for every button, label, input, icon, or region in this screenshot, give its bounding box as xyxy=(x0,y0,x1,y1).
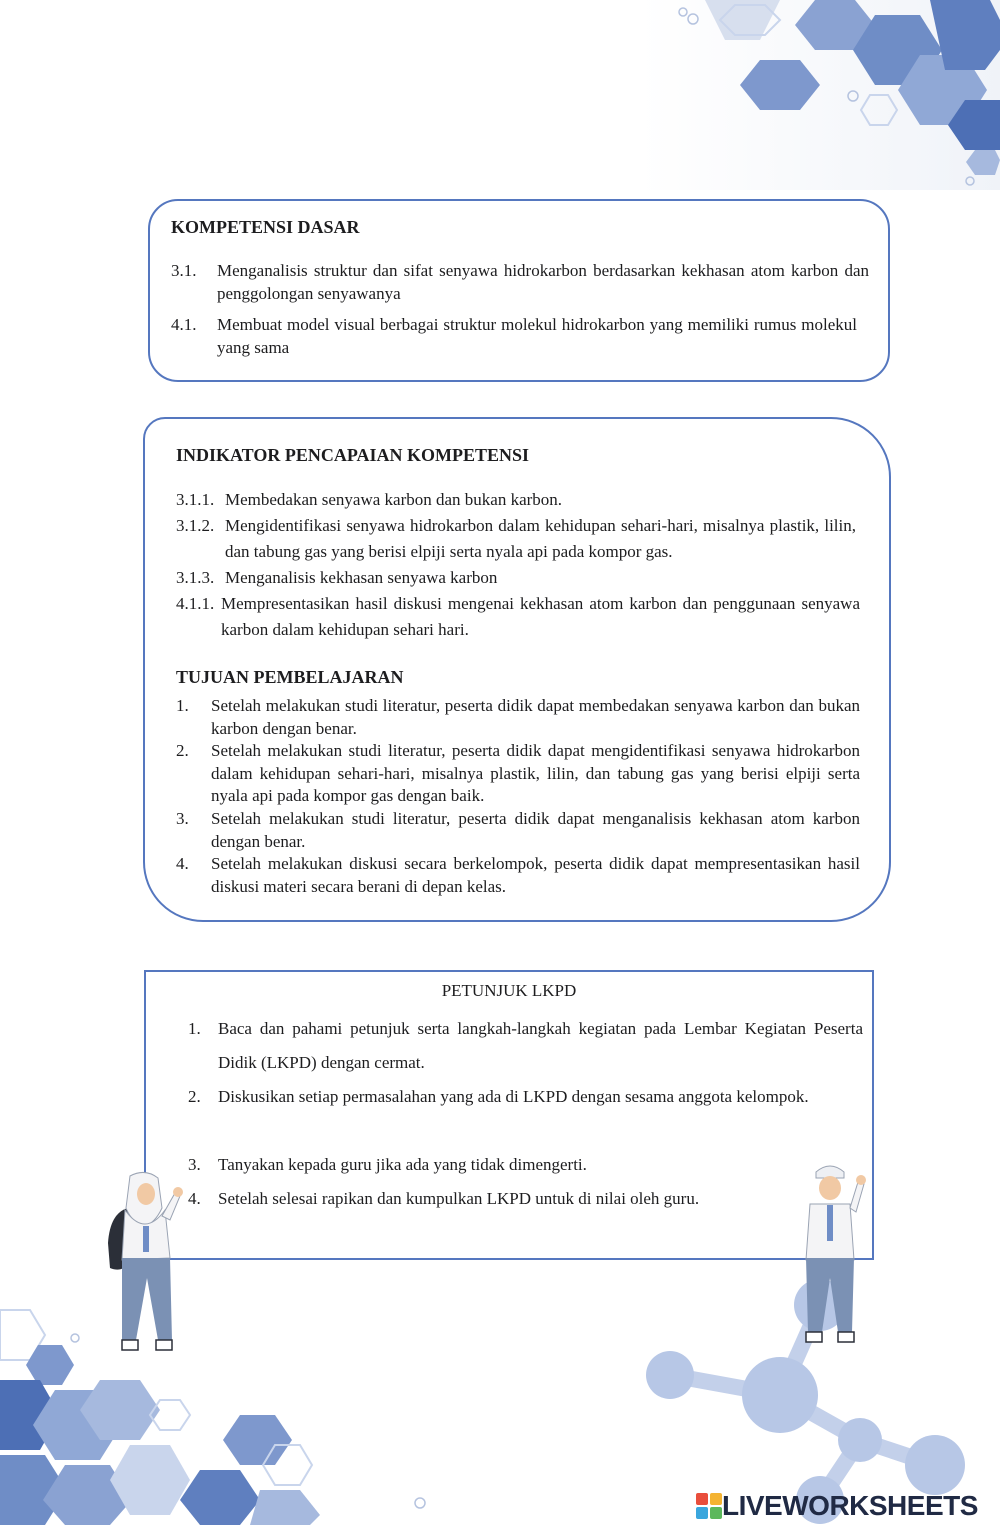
liveworksheets-logo xyxy=(696,1488,978,1524)
ipk-item-2-number: 3.1.2. xyxy=(176,516,215,535)
tujuan-item-3 xyxy=(176,808,860,853)
kompetensi-dasar-box xyxy=(148,199,890,382)
petunjuk-title: PETUNJUK LKPD xyxy=(441,981,577,1000)
tujuan-item-1 xyxy=(176,695,860,740)
indikator-title: INDIKATOR PENCAPAIAN KOMPETENSI xyxy=(176,445,530,465)
petunjuk-item-4-text: Setelah selesai rapikan dan kumpulkan LKPD untuk di nilai oleh guru. xyxy=(218,1189,700,1208)
petunjuk-item-1-number: 1. xyxy=(188,1019,201,1038)
kompetensi-dasar-title: KOMPETENSI DASAR xyxy=(171,217,360,237)
kd-item-1 xyxy=(171,259,869,305)
kd-item-2-text: Membuat model visual berbagai struktur molekul hidrokarbon yang memiliki rumus molekul yang sama xyxy=(217,315,857,357)
ipk-item-1 xyxy=(176,487,856,513)
tujuan-item-2-text: Setelah melakukan studi literatur, peserta didik dapat mengidentifikasi senyawa hidrokarbon dalam kehidupan sehari-hari, misalnya plastik, lilin, dan tabung gas yang berisi elpiji serta nyala api pada kompor gas dengan baik. xyxy=(211,741,860,805)
tujuan-item-4-text: Setelah melakukan diskusi secara berkelompok, peserta didik dapat mempresentasikan hasil diskusi materi secara berani di depan kelas. xyxy=(211,854,860,896)
liveworksheets-logo-text: LIVEWORKSHEETS xyxy=(722,1490,978,1521)
ipk-item-4-number: 4.1.1. xyxy=(176,594,215,613)
ipk-item-2 xyxy=(176,513,856,565)
ipk-item-4 xyxy=(176,591,860,643)
petunjuk-lkpd-box xyxy=(144,970,874,1260)
indikator-tujuan-box xyxy=(143,417,891,922)
ipk-item-2-text: Mengidentifikasi senyawa hidrokarbon dalam kehidupan sehari-hari, misalnya plastik, lilin, dan tabung gas yang berisi elpiji serta nyala api pada kompor gas. xyxy=(225,516,856,561)
tujuan-item-2 xyxy=(176,740,860,808)
tujuan-title: TUJUAN PEMBELAJARAN xyxy=(176,667,404,687)
kd-item-1-text: Menganalisis struktur dan sifat senyawa hidrokarbon berdasarkan kekhasan atom karbon dan penggolongan senyawanya xyxy=(217,261,869,303)
student-girl-illustration xyxy=(100,1168,190,1358)
petunjuk-item-4 xyxy=(188,1182,863,1216)
kd-item-2 xyxy=(171,313,857,359)
ipk-item-1-text: Membedakan senyawa karbon dan bukan karbon. xyxy=(225,490,563,509)
petunjuk-item-3-number: 3. xyxy=(188,1155,201,1174)
petunjuk-item-3 xyxy=(188,1148,863,1182)
tujuan-item-4 xyxy=(176,853,860,898)
tujuan-item-1-text: Setelah melakukan studi literatur, peserta didik dapat membedakan senyawa karbon dan bukan karbon dengan benar. xyxy=(211,696,860,738)
petunjuk-item-2 xyxy=(188,1080,863,1114)
tujuan-item-1-number: 1. xyxy=(176,696,189,715)
kd-item-1-number: 3.1. xyxy=(171,261,197,280)
ipk-item-3-number: 3.1.3. xyxy=(176,568,215,587)
petunjuk-item-2-number: 2. xyxy=(188,1087,201,1106)
tujuan-item-4-number: 4. xyxy=(176,854,189,873)
tujuan-item-3-number: 3. xyxy=(176,809,189,828)
petunjuk-item-2-text: Diskusikan setiap permasalahan yang ada di LKPD dengan sesama anggota kelompok. xyxy=(218,1087,809,1106)
tujuan-item-2-number: 2. xyxy=(176,741,189,760)
petunjuk-item-3-text: Tanyakan kepada guru jika ada yang tidak dimengerti. xyxy=(218,1155,587,1174)
ipk-item-4-text: Mempresentasikan hasil diskusi mengenai kekhasan atom karbon dan penggunaan senyawa karbon dalam kehidupan sehari hari. xyxy=(221,594,860,639)
petunjuk-item-1-text: Baca dan pahami petunjuk serta langkah-langkah kegiatan pada Lembar Kegiatan Peserta Didik (LKPD) dengan cermat. xyxy=(218,1019,863,1072)
ipk-item-3 xyxy=(176,565,856,591)
student-boy-illustration xyxy=(792,1160,872,1350)
kd-item-2-number: 4.1. xyxy=(171,315,197,334)
ipk-item-1-number: 3.1.1. xyxy=(176,490,215,509)
petunjuk-item-4-number: 4. xyxy=(188,1189,201,1208)
petunjuk-item-1 xyxy=(188,1012,863,1080)
tujuan-item-3-text: Setelah melakukan studi literatur, peserta didik dapat menganalisis kekhasan atom karbon dengan benar. xyxy=(211,809,860,851)
ipk-item-3-text: Menganalisis kekhasan senyawa karbon xyxy=(225,568,498,587)
liveworksheets-logo-icon xyxy=(696,1493,722,1519)
